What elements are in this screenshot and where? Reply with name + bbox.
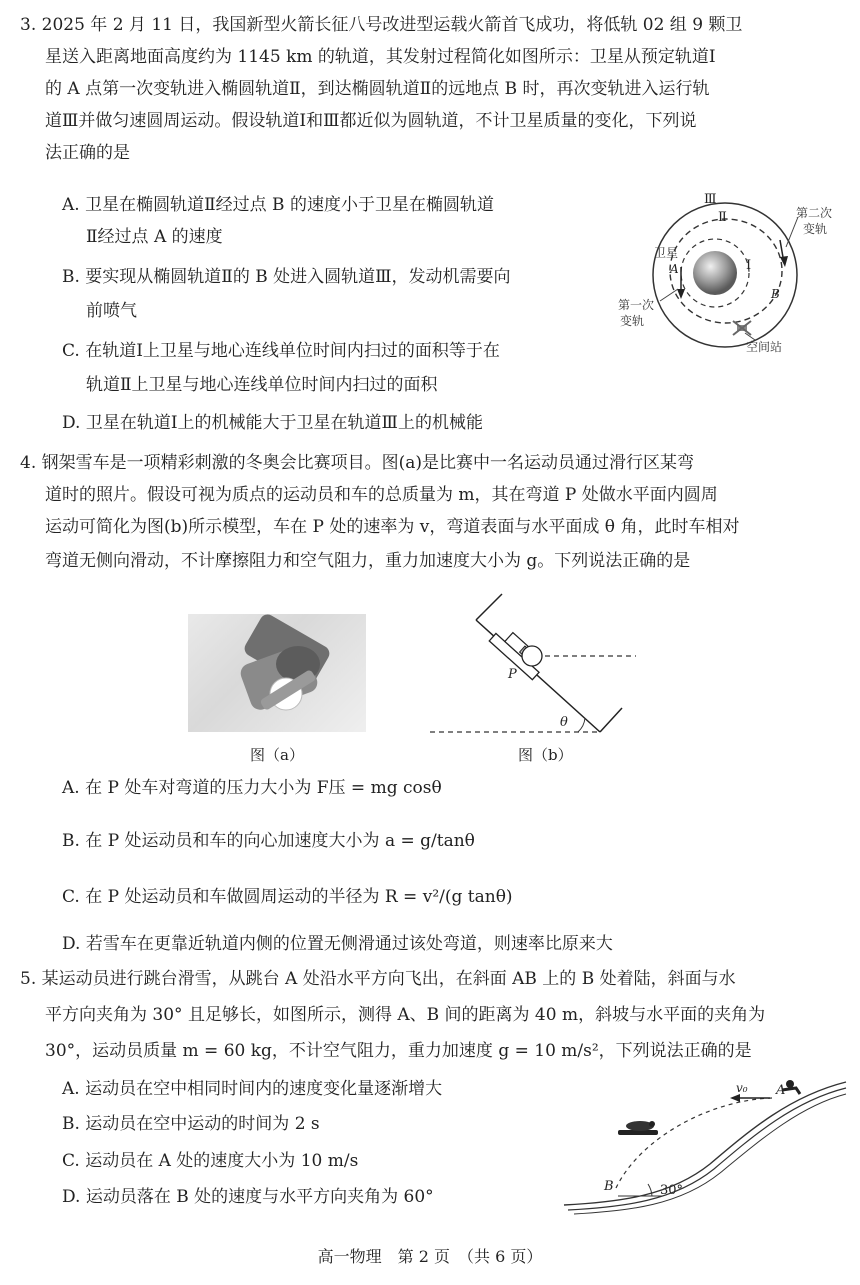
q4-option-a: A. 在 P 处车对弯道的压力大小为 F压 = mg cosθ: [62, 778, 442, 798]
q4-stem-line: 4. 钢架雪车是一项精彩刺激的冬奥会比赛项目。图(a)是比赛中一名运动员通过滑行区某弯: [20, 453, 695, 473]
q3-stem-line: 3. 2025 年 2 月 11 日，我国新型火箭长征八号改进型运载火箭首飞成功，将低轨 02 组 9 颗卫: [20, 15, 743, 35]
q5-option-c: C. 运动员在 A 处的速度大小为 10 m/s: [62, 1151, 359, 1171]
q5-option-d: D. 运动员落在 B 处的速度与水平方向夹角为 60°: [62, 1187, 434, 1207]
q3-stem-line: 的 A 点第一次变轨进入椭圆轨道Ⅱ，到达椭圆轨道Ⅱ的远地点 B 时，再次变轨进入运行轨: [45, 79, 710, 99]
figure-a-caption: 图（a）: [250, 746, 304, 764]
orbit-diagram: [600, 185, 850, 365]
track-wall: [476, 594, 502, 620]
rider-helmet-icon: [522, 646, 542, 666]
v0-label: v₀: [736, 1081, 748, 1095]
second-change-label: 变轨: [803, 222, 828, 236]
point-a-label: A: [776, 1083, 786, 1098]
q3-option-a-cont: Ⅱ经过点 A 的速度: [86, 227, 223, 247]
q3-stem-line: 星送入距离地面高度约为 1145 km 的轨道，其发射过程简化如图所示：卫星从预定轨道Ⅰ: [45, 47, 716, 67]
q3-option-a: A. 卫星在椭圆轨道Ⅱ经过点 B 的速度小于卫星在椭圆轨道: [62, 195, 494, 215]
skier-icon: [618, 1121, 658, 1135]
first-change-label: 第一次: [618, 298, 655, 312]
q4-option-d: D. 若雪车在更靠近轨道内侧的位置无侧滑通过该处弯道，则速率比原来大: [62, 934, 613, 954]
q3-option-b-cont: 前喷气: [86, 301, 137, 321]
q3-option-b: B. 要实现从椭圆轨道Ⅱ的 B 处进入圆轨道Ⅲ，发动机需要向: [62, 267, 511, 287]
second-change-label: 第二次: [796, 206, 833, 220]
point-b-label: B: [604, 1179, 614, 1194]
arrow-head-icon: [730, 1094, 740, 1102]
q5-stem-line: 5. 某运动员进行跳台滑雪，从跳台 A 处沿水平方向飞出，在斜面 AB 上的 B 处着陆，斜面与水: [20, 969, 736, 989]
station-label: 空间站: [746, 340, 783, 354]
q4-option-b: B. 在 P 处运动员和车的向心加速度大小为 a = g/tanθ: [62, 831, 475, 851]
sled-rider-image: [188, 614, 366, 732]
q4-stem-line: 道时的照片。假设可视为质点的运动员和车的总质量为 m，其在弯道 P 处做水平面内圆周: [45, 485, 718, 505]
space-station-icon: [733, 321, 751, 335]
q4-option-c: C. 在 P 处运动员和车做圆周运动的半径为 R = v²/(g tanθ): [62, 887, 513, 907]
point-b-label: B: [771, 287, 780, 301]
bobsled-photo: [188, 614, 366, 732]
q5-option-a: A. 运动员在空中相同时间内的速度变化量逐渐增大: [62, 1079, 443, 1099]
figure-b-caption: 图（b）: [518, 746, 573, 764]
orbit-3-label: Ⅲ: [704, 192, 717, 207]
slope-surface: [574, 1094, 846, 1214]
satellite-label: 卫星: [654, 246, 679, 260]
track-wall: [600, 708, 622, 732]
earth-icon: [693, 251, 737, 295]
q3-option-d: D. 卫星在轨道Ⅰ上的机械能大于卫星在轨道Ⅲ上的机械能: [62, 413, 483, 433]
point-p-label: P: [508, 667, 517, 682]
q3-stem-line: 法正确的是: [45, 143, 130, 163]
q3-option-c-cont: 轨道Ⅱ上卫星与地心连线单位时间内扫过的面积: [86, 375, 438, 395]
page-footer: 高一物理 第 2 页 （共 6 页）: [317, 1247, 543, 1266]
q3-option-c: C. 在轨道Ⅰ上卫星与地心连线单位时间内扫过的面积等于在: [62, 341, 500, 361]
q3-stem-line: 道Ⅲ并做匀速圆周运动。假设轨道Ⅰ和Ⅲ都近似为圆轨道，不计卫星质量的变化，下列说: [45, 111, 697, 131]
theta-label: θ: [560, 715, 568, 730]
angle-arc: [578, 718, 585, 732]
point-a-label: A: [670, 262, 679, 276]
banked-curve-diagram: [410, 590, 640, 740]
orbit-2-label: Ⅱ: [718, 210, 727, 225]
q5-stem-line: 平方向夹角为 30° 且足够长，如图所示，测得 A、B 间的距离为 40 m，斜坡与水平面的夹角为: [45, 1005, 766, 1025]
leader-line: [786, 217, 798, 247]
first-change-label: 变轨: [620, 314, 645, 328]
q5-option-b: B. 运动员在空中运动的时间为 2 s: [62, 1114, 320, 1134]
leader-line: [660, 289, 678, 301]
ski-jump-diagram: [560, 1068, 850, 1218]
q4-stem-line: 运动可简化为图(b)所示模型，车在 P 处的速率为 v，弯道表面与水平面成 θ 角，此时车相对: [45, 517, 740, 537]
angle-label: 30°: [660, 1183, 684, 1198]
q4-stem-line: 弯道无侧向滑动，不计摩擦阻力和空气阻力，重力加速度大小为 g。下列说法正确的是: [45, 551, 691, 571]
orbit-1-label: Ⅰ: [746, 258, 752, 273]
q5-stem-line: 30°，运动员质量 m = 60 kg，不计空气阻力，重力加速度 g = 10 m/s²，下列说法正确的是: [45, 1041, 752, 1061]
